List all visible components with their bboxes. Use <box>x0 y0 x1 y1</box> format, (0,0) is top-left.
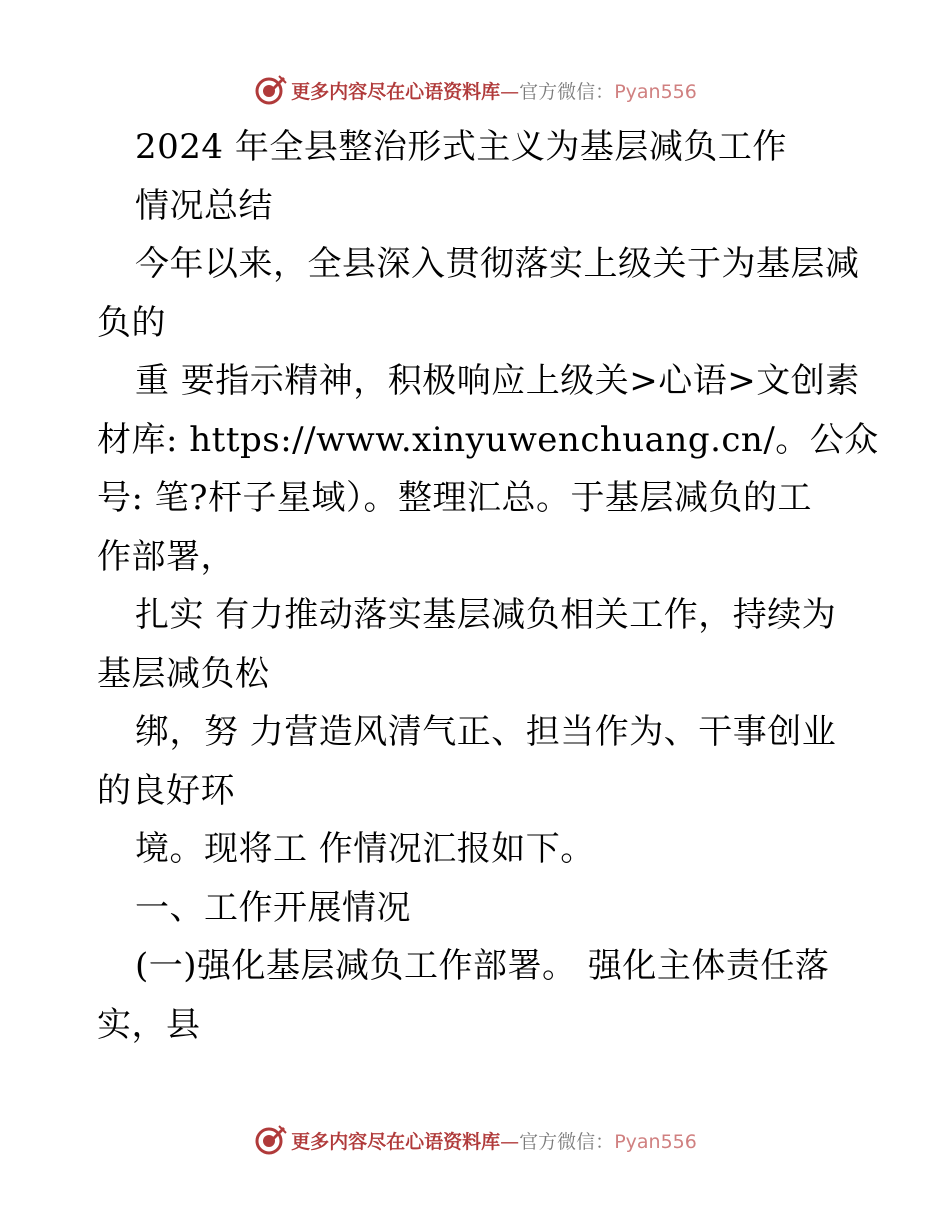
watermark-wechat-id: Pyan556 <box>614 1130 697 1153</box>
footer-watermark <box>0 1120 950 1160</box>
document-line: 重 要指示精神，积极响应上级关>心语>文创素 <box>135 361 860 401</box>
watermark-official-label: 官方微信： <box>519 80 615 103</box>
document-line: 基层减负松 <box>97 653 270 694</box>
watermark-dash: — <box>500 80 520 103</box>
document-line: 今年以来，全县深入贯彻落实上级关于为基层减 <box>135 244 860 284</box>
document-line: 情况总结 <box>135 185 273 226</box>
document-line: (一)强化基层减负工作部署。 强化主体责任落 <box>135 946 830 986</box>
watermark-brand: 更多内容尽在心语资料库 <box>291 1130 501 1153</box>
document-line: 号: 笔?杆子星域）。整理汇总。于基层减负的工 <box>97 478 812 518</box>
header-watermark <box>0 70 950 110</box>
watermark-official-label: 官方微信： <box>519 1130 615 1153</box>
watermark-text <box>291 77 697 104</box>
document-line: 材库: https://www.xinyuwenchuang.cn/。公众 <box>97 419 879 460</box>
document-line: 作部署， <box>97 536 235 577</box>
watermark-wechat-id: Pyan556 <box>614 80 697 103</box>
watermark-dash: — <box>500 1130 520 1153</box>
document-body <box>97 118 879 1054</box>
document-line: 2024 年全县整治形式主义为基层减负工作 <box>135 127 787 167</box>
pen-nib-logo-icon <box>253 1123 287 1157</box>
document-line: 的良好环 <box>97 770 235 811</box>
document-line: 绑，努 力营造风清气正、担当作为、干事创业 <box>135 712 837 752</box>
section-heading: 一、工作开展情况 <box>135 887 411 928</box>
watermark-brand: 更多内容尽在心语资料库 <box>291 80 501 103</box>
pen-nib-logo-icon <box>253 73 287 107</box>
document-line: 扎实 有力推动落实基层减负相关工作，持续为 <box>135 595 837 635</box>
document-line: 实，县 <box>97 1004 201 1045</box>
watermark-text <box>291 1127 697 1154</box>
document-line: 负的 <box>97 302 166 343</box>
document-line: 境。现将工 作情况汇报如下。 <box>135 829 595 869</box>
